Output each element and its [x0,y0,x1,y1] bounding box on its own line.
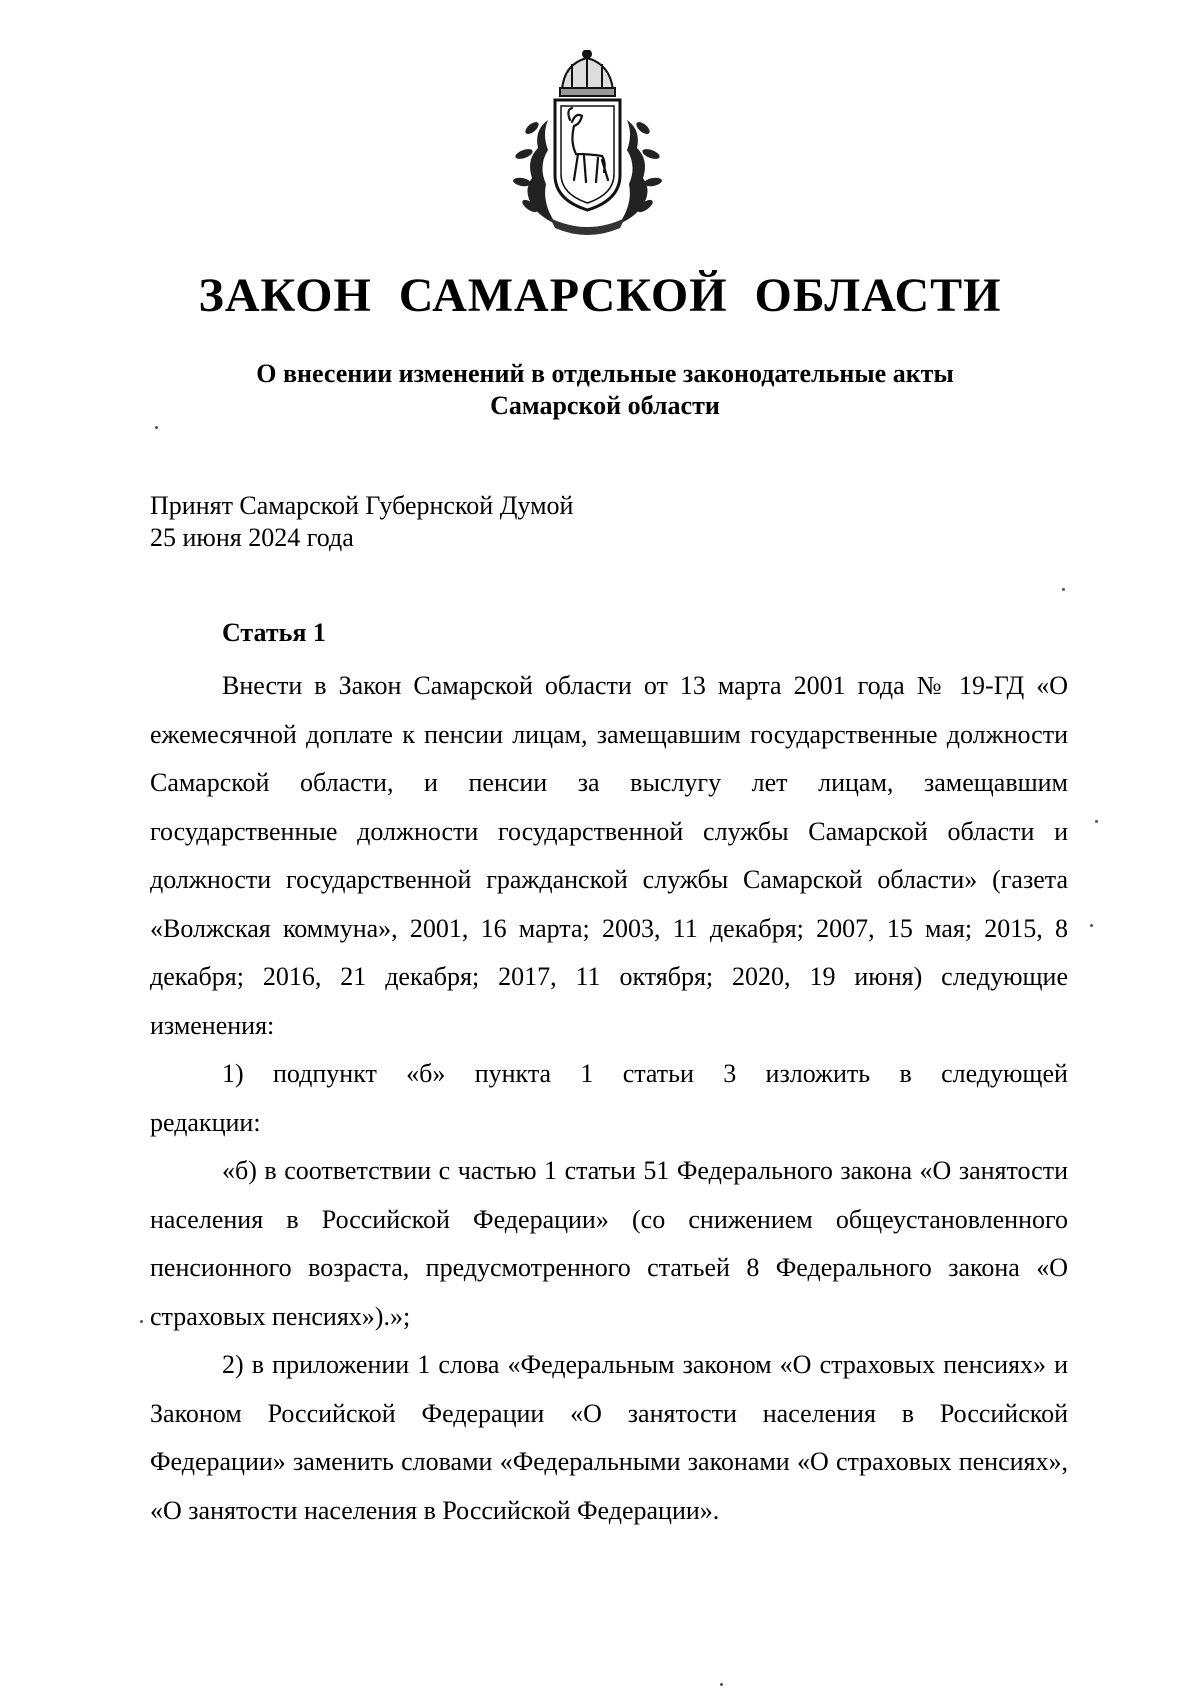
article-body [150,662,1068,1535]
item-1-word: 1 [580,1059,594,1088]
subtitle-line: Самарской области [490,391,720,420]
item-1-quoted-text: «б) в соответствии с частью 1 статьи 51 Федерального закона «О занятости населения в Российской Федерации» (со снижением общеустановленного пенсионного возраста, предусмотренного статьей 8 Федерального закона «О страховых пенсиях»).»; [150,1156,1068,1331]
item-1-word: 3 [723,1059,737,1088]
item-1-word: пункта [474,1059,552,1088]
scan-speck [1090,924,1093,927]
scan-speck [155,426,158,429]
item-1-word: «б» [406,1059,446,1088]
scan-speck [1062,588,1065,591]
item-1-word: в [899,1059,912,1088]
adoption-block [150,490,573,554]
item-1-line [150,1050,1068,1099]
subtitle-line: О внесении изменений в отдельные законодательные акты [256,359,954,388]
article-paragraph: Внести в Закон Самарской области от 13 марта 2001 года № 19-ГД «О ежемесячной доплате к пенсии лицам, замещавшим государственные должности Самарской области, и пенсии за выслугу лет лицам, замещавшим государственные должности государственной службы Самарской области и должности государственной гражданской службы Самарской области» (газета «Волжская коммуна», 2001, 16 марта; 2003, 11 декабря; 2007, 15 мая; 2015, 8 декабря; 2016, 21 декабря; 2017, 11 октября; 2020, 19 июня) следующие изменения: [150,671,1068,1040]
coat-of-arms-emblem [510,50,665,240]
adopted-by: Принят Самарской Губернской Думой [150,491,574,520]
adoption-date: 25 июня 2024 года [150,523,354,552]
scan-speck [140,1320,143,1323]
item-1-word: следующей [941,1059,1068,1088]
item-1-word: изложить [765,1059,871,1088]
law-subtitle [200,358,1010,422]
item-1-continuation: редакции: [150,1107,261,1137]
law-title: ЗАКОН САМАРСКОЙ ОБЛАСТИ [198,269,1002,322]
item-1-word: статьи [622,1059,694,1088]
scan-speck [1095,820,1098,823]
article-heading: Статья 1 [222,618,326,647]
item-1-word: 1) [222,1059,244,1088]
item-2-paragraph: 2) в приложении 1 слова «Федеральным законом «О страховых пенсиях» и Законом Российской Федерации «О занятости населения в Российской Федерации» заменить словами «Федеральными законами «О страховых пенсиях», «О занятости населения в Российской Федерации». [150,1350,1068,1525]
item-1-word: подпункт [272,1059,377,1088]
scan-speck [720,1683,723,1686]
